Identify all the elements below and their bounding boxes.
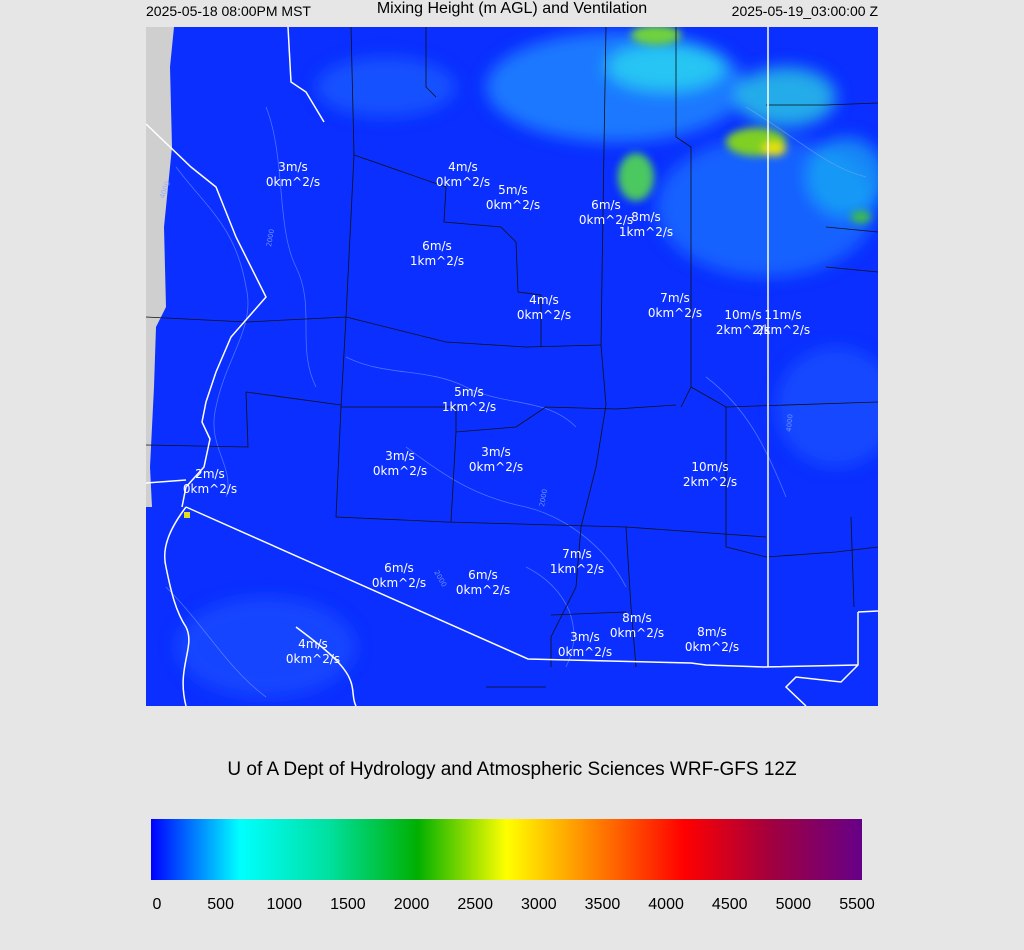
wind-speed: 7m/s (660, 291, 690, 305)
ventilation-value: 0km^2/s (516, 308, 572, 322)
ventilation-value: 1km^2/s (441, 400, 497, 414)
wind-speed: 7m/s (562, 547, 592, 561)
ventilation-value: 0km^2/s (684, 640, 740, 654)
wind-speed: 4m/s (529, 293, 559, 307)
ventilation-value: 0km^2/s (468, 460, 524, 474)
ventilation-value: 0km^2/s (285, 652, 341, 666)
station-label (373, 449, 427, 479)
colorbar-tick-label: 1500 (330, 896, 366, 913)
colorbar-tick-label: 2000 (393, 896, 430, 913)
contour-label: 2000 (432, 569, 449, 589)
station-label (619, 210, 673, 240)
station-label (372, 561, 426, 591)
map-canvas (146, 27, 878, 706)
wind-speed: 6m/s (384, 561, 414, 575)
station-label (442, 385, 496, 415)
ventilation-value: 0km^2/s (455, 583, 511, 597)
contour-label: 4000 (785, 413, 795, 433)
station-label (550, 547, 604, 577)
colorbar-tick-label: 0 (152, 896, 162, 913)
station-label (517, 293, 571, 323)
colorbar-tick-label: 5000 (775, 896, 812, 913)
colorbar-tick-label: 3500 (584, 896, 621, 913)
wind-speed: 3m/s (570, 630, 600, 644)
wind-speed: 6m/s (468, 568, 498, 582)
ventilation-value: 0km^2/s (578, 213, 634, 227)
station-label (558, 630, 612, 660)
wind-speed: 11m/s (764, 308, 802, 322)
wind-speed: 6m/s (591, 198, 621, 212)
wind-speed: 8m/s (631, 210, 661, 224)
wind-speed: 4m/s (448, 160, 478, 174)
colorbar-tick-label: 1000 (266, 896, 303, 913)
station-label (685, 625, 739, 655)
mixing-height-map (146, 27, 878, 706)
station-label (648, 291, 702, 321)
ventilation-value: 1km^2/s (409, 254, 465, 268)
ventilation-value: 0km^2/s (182, 482, 238, 496)
mixing-height-colorbar (151, 819, 862, 880)
ventilation-value: 0km^2/s (557, 645, 613, 659)
colorbar-tick-label: 500 (207, 896, 234, 913)
map-title: Mixing Height (m AGL) and Ventilation (376, 0, 648, 17)
wind-speed: 8m/s (697, 625, 727, 639)
wind-speed: 3m/s (278, 160, 308, 174)
ventilation-value: 0km^2/s (372, 464, 428, 478)
valid-time-utc: 2025-05-19_03:00:00 Z (731, 3, 878, 19)
wind-speed: 2m/s (195, 467, 225, 481)
contour-label: 2000 (265, 228, 277, 248)
colorbar-tick-label: 5500 (839, 896, 875, 913)
ventilation-value: 0km^2/s (609, 626, 665, 640)
contour-label: 4000 (158, 180, 172, 200)
wind-speed: 5m/s (454, 385, 484, 399)
colorbar-tick-label: 4500 (711, 896, 748, 913)
ventilation-value: 0km^2/s (371, 576, 427, 590)
colorbar-tick-label: 4000 (648, 896, 684, 913)
model-credit: U of A Dept of Hydrology and Atmospheric Sciences WRF-GFS 12Z (227, 759, 797, 780)
wind-speed: 5m/s (498, 183, 528, 197)
station-label (183, 467, 237, 497)
ventilation-value: 0km^2/s (485, 198, 541, 212)
wind-speed: 3m/s (481, 445, 511, 459)
station-label (436, 160, 490, 190)
contour-label: 2000 (538, 488, 550, 508)
ventilation-value: 2km^2/s (682, 475, 738, 489)
wind-speed: 3m/s (385, 449, 415, 463)
station-label (683, 460, 737, 490)
wind-speed: 6m/s (422, 239, 452, 253)
ventilation-value: 2km^2/s (715, 323, 771, 337)
colorbar-tick-label: 3000 (521, 896, 557, 913)
colorbar-tick-label: 2500 (457, 896, 493, 913)
ventilation-value: 0km^2/s (435, 175, 491, 189)
ventilation-value: 1km^2/s (549, 562, 605, 576)
station-label (286, 637, 340, 667)
station-label (456, 568, 510, 598)
station-label (469, 445, 523, 475)
station-label (756, 308, 810, 338)
station-label (266, 160, 320, 190)
ventilation-value: 0km^2/s (265, 175, 321, 189)
station-label (610, 611, 664, 641)
wind-speed: 10m/s (691, 460, 729, 474)
ventilation-value: 1km^2/s (618, 225, 674, 239)
station-label (410, 239, 464, 269)
hotspot-marker (184, 512, 190, 518)
ventilation-value: 2km^2/s (755, 323, 811, 337)
valid-time-local: 2025-05-18 08:00PM MST (146, 3, 311, 19)
ventilation-value: 0km^2/s (647, 306, 703, 320)
wind-speed: 10m/s (724, 308, 762, 322)
station-label (486, 183, 540, 213)
wind-speed: 4m/s (298, 637, 328, 651)
wind-speed: 8m/s (622, 611, 652, 625)
